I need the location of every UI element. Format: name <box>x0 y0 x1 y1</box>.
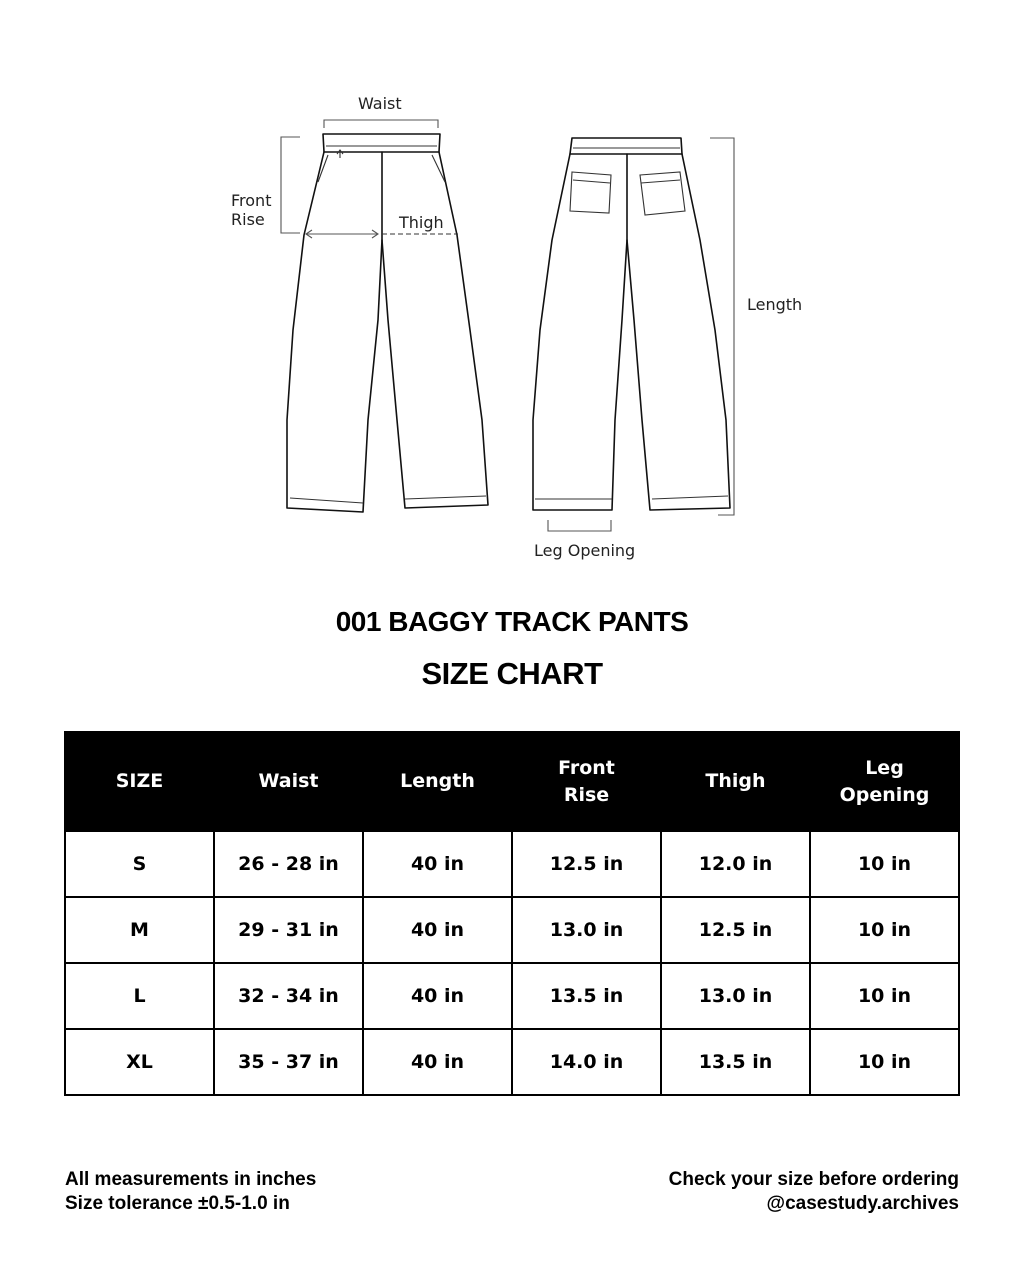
front-rise-label-line2: Rise <box>231 210 265 229</box>
table-row <box>65 963 959 1029</box>
cell-front-rise: 14.0 in <box>512 1029 661 1095</box>
cell-size: XL <box>65 1029 214 1095</box>
waist-guide <box>324 120 438 128</box>
measurement-unit-note: All measurements in inches <box>65 1169 317 1190</box>
size-chart-title: SIZE CHART <box>421 656 603 691</box>
size-chart-table <box>64 731 960 1096</box>
cell-size: M <box>65 897 214 963</box>
length-label: Length <box>747 295 803 314</box>
thigh-arrow <box>306 230 378 238</box>
cell-leg-opening: 10 in <box>810 831 959 897</box>
cell-length: 40 in <box>363 963 512 1029</box>
check-size-note: Check your size before ordering <box>668 1169 959 1190</box>
length-guide <box>710 138 734 515</box>
table-row <box>65 897 959 963</box>
cell-thigh: 12.5 in <box>661 897 810 963</box>
cell-waist: 32 - 34 in <box>214 963 363 1029</box>
cell-waist: 35 - 37 in <box>214 1029 363 1095</box>
cell-length: 40 in <box>363 831 512 897</box>
cell-thigh: 13.0 in <box>661 963 810 1029</box>
cell-size: S <box>65 831 214 897</box>
leg-opening-label: Leg Opening <box>534 541 636 560</box>
cell-leg-opening: 10 in <box>810 1029 959 1095</box>
brand-handle: @casestudy.archives <box>766 1193 959 1214</box>
cell-thigh: 12.0 in <box>661 831 810 897</box>
back-view-pants <box>533 138 730 510</box>
thigh-label: Thigh <box>399 213 444 232</box>
cell-thigh: 13.5 in <box>661 1029 810 1095</box>
leg-opening-guide <box>548 520 611 531</box>
header-size: SIZE <box>65 732 214 831</box>
footer-brand <box>669 1168 959 1216</box>
front-view-pants <box>287 134 488 512</box>
header-front-rise: Front Rise <box>512 732 661 831</box>
size-tolerance-note: Size tolerance ±0.5-1.0 in <box>65 1193 290 1214</box>
cell-leg-opening: 10 in <box>810 897 959 963</box>
header-thigh: Thigh <box>661 732 810 831</box>
waist-label: Waist <box>358 94 402 113</box>
cell-length: 40 in <box>363 1029 512 1095</box>
cell-waist: 26 - 28 in <box>214 831 363 897</box>
pants-measurement-diagram <box>0 0 1024 590</box>
front-rise-label-line1: Front <box>231 191 272 210</box>
table-row <box>65 1029 959 1095</box>
cell-front-rise: 13.0 in <box>512 897 661 963</box>
cell-front-rise: 13.5 in <box>512 963 661 1029</box>
footer-notes <box>65 1168 316 1216</box>
front-rise-guide <box>281 137 300 233</box>
table-header-row <box>65 732 959 831</box>
cell-length: 40 in <box>363 897 512 963</box>
cell-waist: 29 - 31 in <box>214 897 363 963</box>
header-length: Length <box>363 732 512 831</box>
header-leg-opening: Leg Opening <box>810 732 959 831</box>
table-row <box>65 831 959 897</box>
cell-leg-opening: 10 in <box>810 963 959 1029</box>
cell-front-rise: 12.5 in <box>512 831 661 897</box>
header-waist: Waist <box>214 732 363 831</box>
cell-size: L <box>65 963 214 1029</box>
product-title: 001 BAGGY TRACK PANTS <box>335 606 689 637</box>
